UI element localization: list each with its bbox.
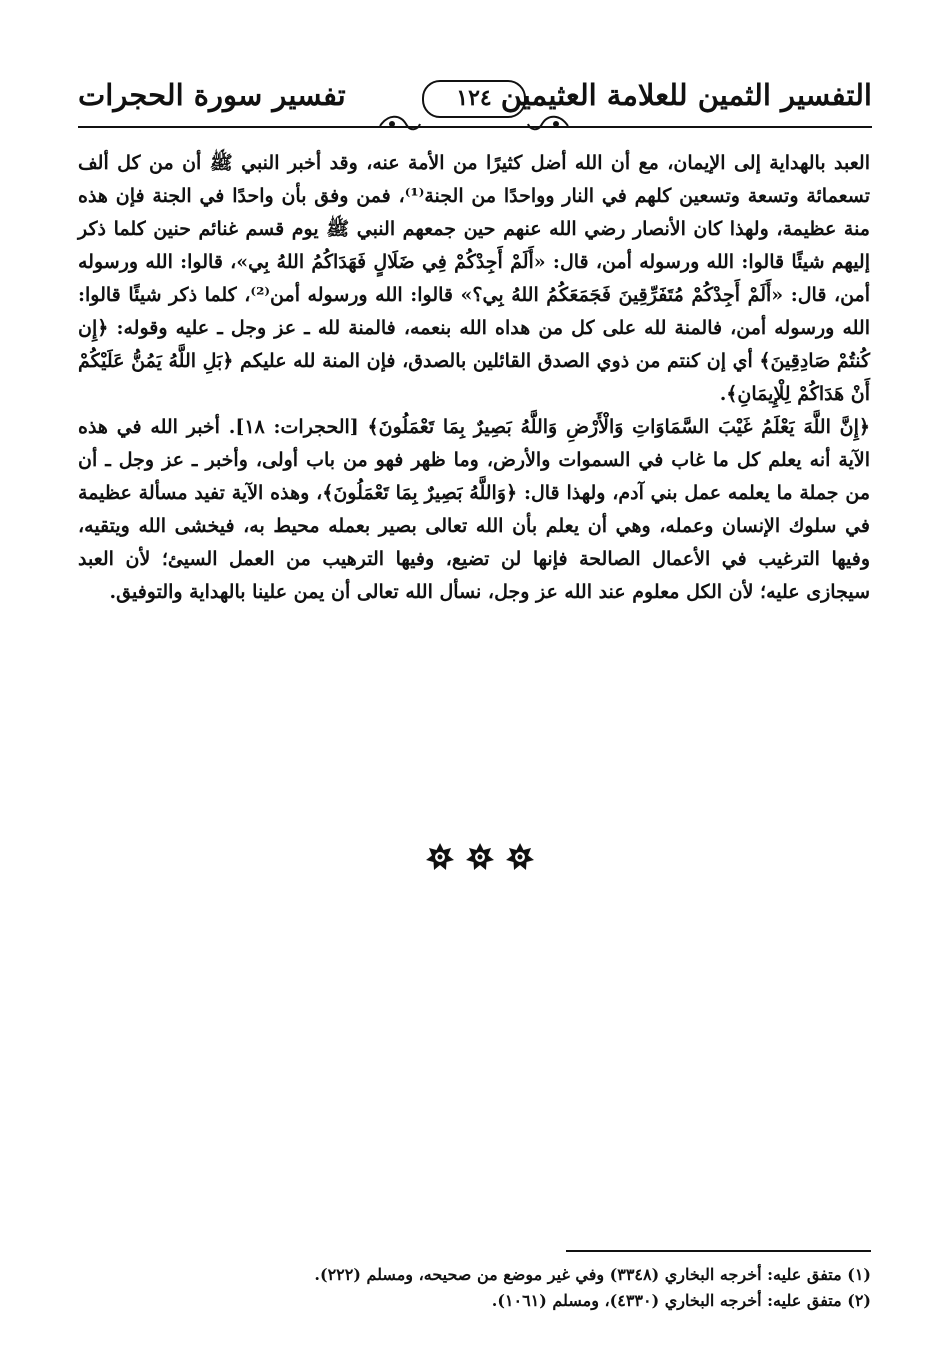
- left-flourish-icon: [378, 114, 422, 136]
- surah-title: تفسير سورة الحجرات: [78, 78, 346, 112]
- paragraph-2: ﴿إِنَّ اللَّهَ يَعْلَمُ غَيْبَ السَّمَاوَاتِ وَالْأَرْضِ وَاللَّهُ بَصِيرٌ بِمَا تَعْمَلُونَ﴾ [الحجرات: ١٨]. أخبر الله في هذه الآية أنه يعلم كل ما غاب في السموات والأرض، وما ظهر فهو من باب أولى، وأخبر ـ عز وجل ـ أن من جملة ما يعلمه عمل بني آدم، ولهذا قال: ﴿وَاللَّهُ بَصِيرٌ بِمَا تَعْمَلُونَ﴾، وهذه الآية تفيد مسألة عظيمة في سلوك الإنسان وعمله، وهي أن يعلم بأن الله تعالى بصير بعمله محيط به، فيخشى الله ويتقيه، وفيها الترغيب في الأعمال الصالحة فإنها لن تضيع، وفيها الترهيب من العمل السيئ؛ لأن العبد سيجازى عليه؛ لأن الكل معلوم عند الله عز وجل، نسأل الله تعالى أن يمن علينا بالهداية والتوفيق.: [78, 416, 870, 603]
- paragraph-1: العبد بالهداية إلى الإيمان، مع أن الله أضل كثيرًا من الأمة عنه، وقد أخبر النبي ﷺ أن من كل ألف تسعمائة وتسعة وتسعين كلهم في النار وواحدًا من الجنة⁽¹⁾، فمن وفق بأن واحدًا في الجنة فإن هذه منة عظيمة، ولهذا كان الأنصار رضي الله عنهم حين جمعهم النبي ﷺ يوم قسم غنائم حنين كلما ذكر إليهم شيئًا قالوا: الله ورسوله أمن، قال: «أَلَمْ أَجِدْكُمْ فِي ضَلَالٍ فَهَدَاكُمُ اللهُ بِي»، قالوا: الله ورسوله أمن، قال: «أَلَمْ أَجِدْكُمْ مُتَفَرِّقِينَ فَجَمَعَكُمُ اللهُ بِي؟» قالوا: الله ورسوله أمن⁽²⁾، كلما ذكر شيئًا قالوا: الله ورسوله أمن، فالمنة لله على كل من هداه الله بنعمه، فالمنة لله ـ عز وجل ـ عليه وقوله: ﴿إِن كُنتُمْ صَادِقِينَ﴾ أي إن كنتم من ذوي الصدق القائلين بالصدق، فإن المنة لله عليكم ﴿بَلِ اللَّهُ يَمُنُّ عَلَيْكُمْ أَنْ هَدَاكُمْ لِلْإِيمَانِ﴾.: [78, 152, 871, 405]
- main-text: [78, 147, 870, 609]
- star-ornament-icon: [505, 842, 535, 872]
- book-title: التفسير الثمين للعلامة العثيمين: [500, 78, 872, 112]
- right-flourish-icon: [526, 114, 570, 136]
- page-header: [78, 78, 872, 138]
- header-rule: [78, 126, 872, 128]
- footnote-1: (١) متفق عليه: أخرجه البخاري (٣٣٤٨) وفي غير موضع من صحيحه، ومسلم (٢٢٢).: [314, 1265, 871, 1284]
- section-end-ornaments: [425, 842, 535, 872]
- page-number: ١٢٤: [422, 80, 526, 118]
- star-ornament-icon: [425, 842, 455, 872]
- footnotes: [250, 1262, 871, 1314]
- footnote-2: (٢) متفق عليه: أخرجه البخاري (٤٣٣٠)، ومسلم (١٠٦١).: [491, 1291, 871, 1310]
- footnote-separator: [566, 1250, 871, 1252]
- star-ornament-icon: [465, 842, 495, 872]
